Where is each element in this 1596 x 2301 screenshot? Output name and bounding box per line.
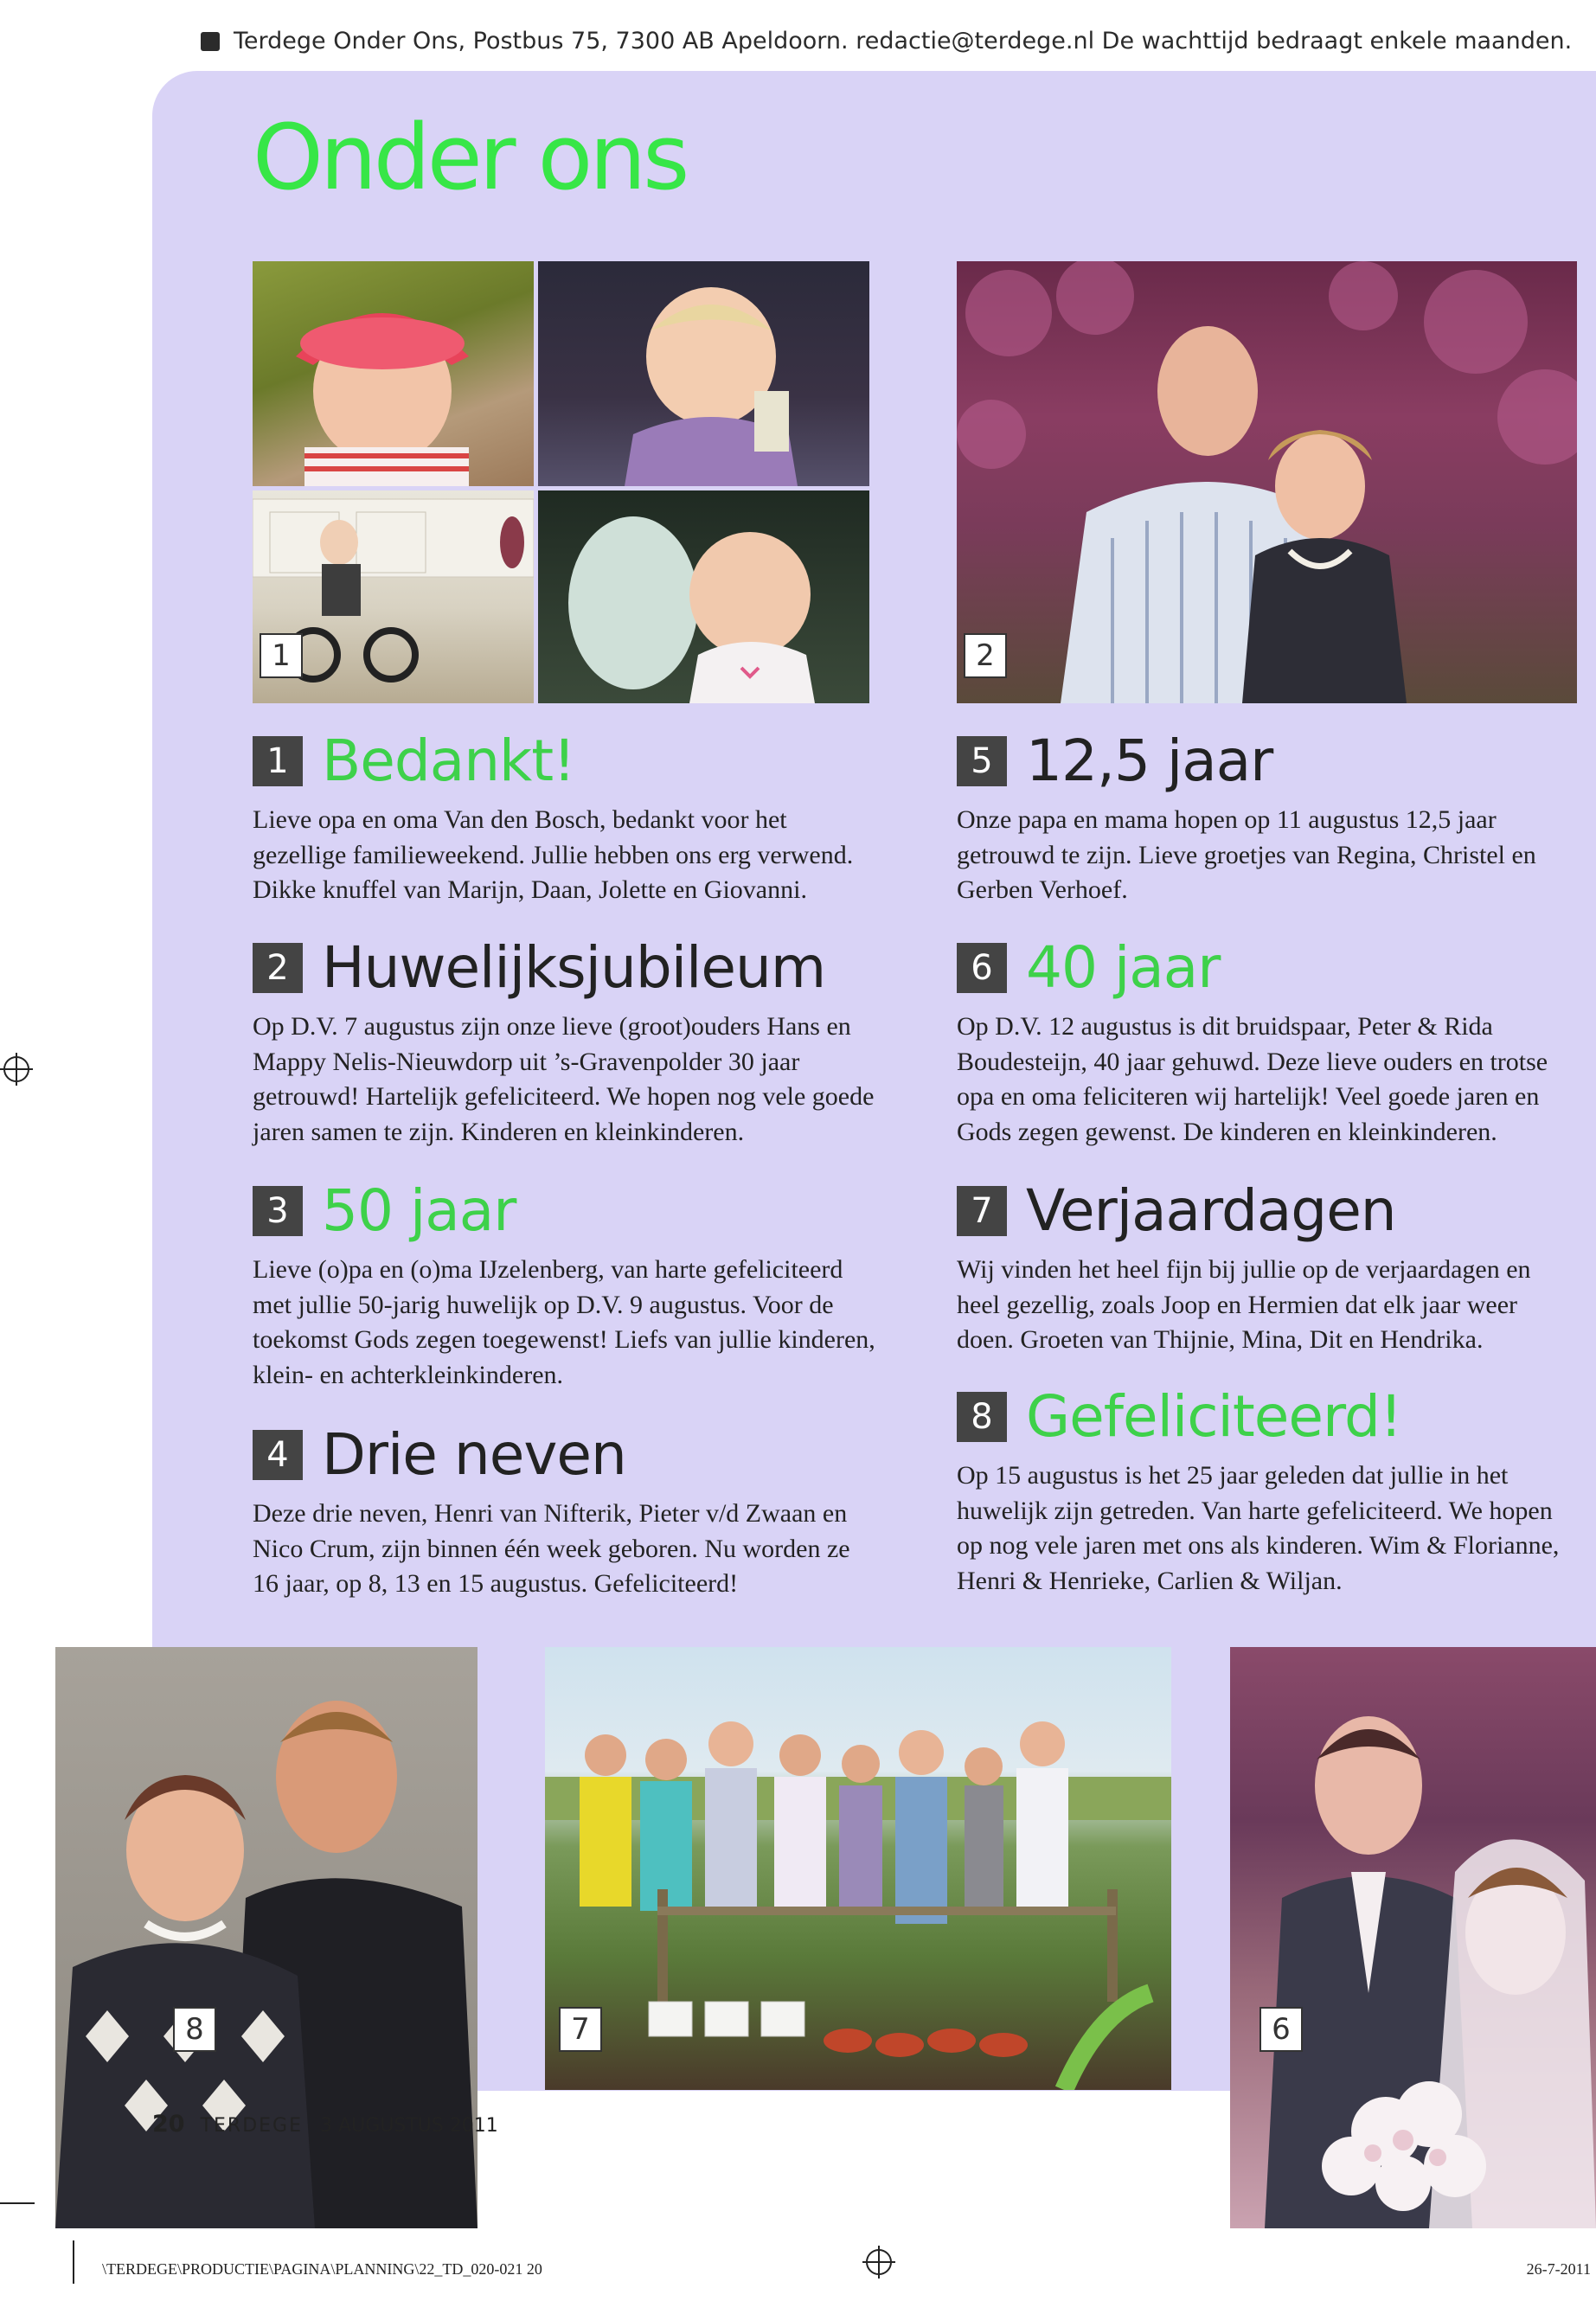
announcement-6-text: Op D.V. 12 augustus is dit bruidspaar, Peter & Rida Boudesteijn, 40 jaar gehuwd. Deze lieve ouders en trotse opa en oma feliciteren wij hartelijk! Veel goede jaren en Gods zegen gewenst. De kinderen en kleinkinderen. bbox=[957, 1012, 1548, 1146]
crop-mark-horizontal bbox=[0, 2202, 35, 2204]
announcement-1 bbox=[253, 728, 875, 908]
announcement-7 bbox=[957, 1178, 1580, 1358]
announcement-3 bbox=[253, 1178, 875, 1393]
child-photo-smiling-toddler bbox=[538, 261, 869, 486]
photo-2-couple-blossoms bbox=[957, 261, 1577, 703]
photo-label-7: 7 bbox=[559, 2007, 602, 2052]
submission-address-line bbox=[201, 28, 1572, 54]
announcement-5 bbox=[957, 728, 1580, 908]
portrait-couple-illustration bbox=[55, 1647, 478, 2228]
announcement-5-number: 5 bbox=[957, 736, 1007, 786]
announcement-5-heading bbox=[957, 728, 1580, 794]
announcement-6-title: 40 jaar bbox=[1026, 934, 1221, 1001]
announcement-3-title: 50 jaar bbox=[322, 1177, 516, 1244]
announcement-8-title: Gefeliciteerd! bbox=[1026, 1383, 1402, 1450]
announcement-4 bbox=[253, 1422, 875, 1602]
child-photo-red-hat bbox=[253, 261, 534, 486]
page-footer bbox=[152, 2111, 498, 2138]
announcement-3-heading bbox=[253, 1178, 875, 1244]
registration-mark-icon bbox=[866, 2249, 892, 2275]
photo-1-collage bbox=[253, 261, 869, 703]
photo-label-1: 1 bbox=[260, 633, 303, 678]
announcement-2-heading bbox=[253, 935, 875, 1001]
announcement-3-number: 3 bbox=[253, 1186, 303, 1236]
announcement-6-heading bbox=[957, 935, 1580, 1001]
announcement-1-text: Lieve opa en oma Van den Bosch, bedankt voor het gezellige familieweekend. Jullie hebben ons erg verwend. Dikke knuffel van Marijn, Daan, Jolette en Giovanni. bbox=[253, 805, 854, 904]
photo-6-wedding bbox=[1230, 1647, 1596, 2228]
child-red-hat-illustration bbox=[253, 261, 534, 486]
announcement-4-number: 4 bbox=[253, 1430, 303, 1480]
announcement-7-title: Verjaardagen bbox=[1026, 1177, 1396, 1244]
announcement-7-text: Wij vinden het heel fijn bij jullie op de verjaardagen en heel gezellig, zoals Joop en Hermien dat elk jaar weer doen. Groeten van Thijnie, Mina, Dit en Hendrika. bbox=[957, 1255, 1531, 1354]
announcement-5-text: Onze papa en mama hopen op 11 augustus 12,5 jaar getrouwd te zijn. Lieve groetjes van Regina, Christel en Gerben Verhoef. bbox=[957, 805, 1536, 904]
announcement-4-title: Drie neven bbox=[322, 1421, 626, 1488]
print-slug-path: \TERDEGE\PRODUCTIE\PAGINA\PLANNING\22_TD_020-021 20 bbox=[102, 2260, 542, 2278]
announcement-2-title: Huwelijksjubileum bbox=[322, 934, 826, 1001]
photo-label-8: 8 bbox=[173, 2007, 216, 2052]
announcement-7-number: 7 bbox=[957, 1186, 1007, 1236]
toddler-illustration bbox=[538, 261, 869, 486]
group-garden-illustration bbox=[545, 1647, 1171, 2090]
announcement-4-text: Deze drie neven, Henri van Nifterik, Pieter v/d Zwaan en Nico Crum, zijn binnen één week geboren. Nu worden ze 16 jaar, op 8, 13 en 15 augustus. Gefeliciteerd! bbox=[253, 1499, 850, 1598]
baby-illustration bbox=[538, 490, 869, 703]
issue-date: 3 AUGUSTUS 2011 bbox=[320, 2115, 498, 2137]
announcement-3-text: Lieve (o)pa en (o)ma IJzelenberg, van harte gefeliciteerd met jullie 50-jarig huwelijk op D.V. 9 augustus. Voor de toekomst Gods zegen toegewenst! Liefs van jullie kinderen, klein- en achterkleinkinderen. bbox=[253, 1255, 875, 1389]
photo-7-group-garden bbox=[545, 1647, 1171, 2090]
address-text: Terdege Onder Ons, Postbus 75, 7300 AB Apeldoorn. redactie@terdege.nl De wachttijd bedraagt enkele maanden. bbox=[234, 28, 1573, 54]
photo-label-6: 6 bbox=[1259, 2007, 1303, 2052]
announcement-7-heading bbox=[957, 1178, 1580, 1244]
announcement-8-text: Op 15 augustus is het 25 jaar geleden dat jullie in het huwelijk zijn getreden. Van harte gefeliciteerd. We hopen op nog vele jaren met ons als kinderen. Wim & Florianne, Henri & Henrieke, Carlien & Wiljan. bbox=[957, 1461, 1560, 1595]
announcement-2 bbox=[253, 935, 875, 1150]
crop-mark-vertical bbox=[73, 2240, 74, 2284]
wedding-couple-illustration bbox=[1230, 1647, 1596, 2228]
announcement-1-title: Bedankt! bbox=[322, 727, 575, 794]
magazine-name: TERDEGE bbox=[200, 2115, 303, 2137]
page-title: Onder ons bbox=[253, 105, 687, 210]
announcement-2-number: 2 bbox=[253, 943, 303, 993]
photo-8-couple-portrait bbox=[55, 1647, 478, 2228]
announcement-8-number: 8 bbox=[957, 1392, 1007, 1442]
announcement-2-text: Op D.V. 7 augustus zijn onze lieve (groot)ouders Hans en Mappy Nelis-Nieuwdorp uit ’s-Gravenpolder 30 jaar getrouwd! Hartelijk gefeliciteerd. We hopen nog vele goede jaren samen te zijn. Kinderen en kleinkinderen. bbox=[253, 1012, 875, 1146]
announcement-6-number: 6 bbox=[957, 943, 1007, 993]
announcement-8-heading bbox=[957, 1384, 1580, 1450]
child-photo-baby bbox=[538, 490, 869, 703]
page-number: 20 bbox=[152, 2111, 185, 2138]
announcement-5-title: 12,5 jaar bbox=[1026, 727, 1273, 794]
announcement-8 bbox=[957, 1384, 1580, 1599]
announcement-1-heading bbox=[253, 728, 875, 794]
square-bullet-icon bbox=[201, 32, 220, 51]
registration-mark-icon bbox=[3, 1056, 29, 1082]
announcement-1-number: 1 bbox=[253, 736, 303, 786]
print-slug-date: 26-7-2011 bbox=[1526, 2260, 1591, 2278]
photo-label-2: 2 bbox=[964, 633, 1007, 678]
announcement-6 bbox=[957, 935, 1580, 1150]
announcement-4-heading bbox=[253, 1422, 875, 1488]
couple-illustration bbox=[957, 261, 1577, 703]
